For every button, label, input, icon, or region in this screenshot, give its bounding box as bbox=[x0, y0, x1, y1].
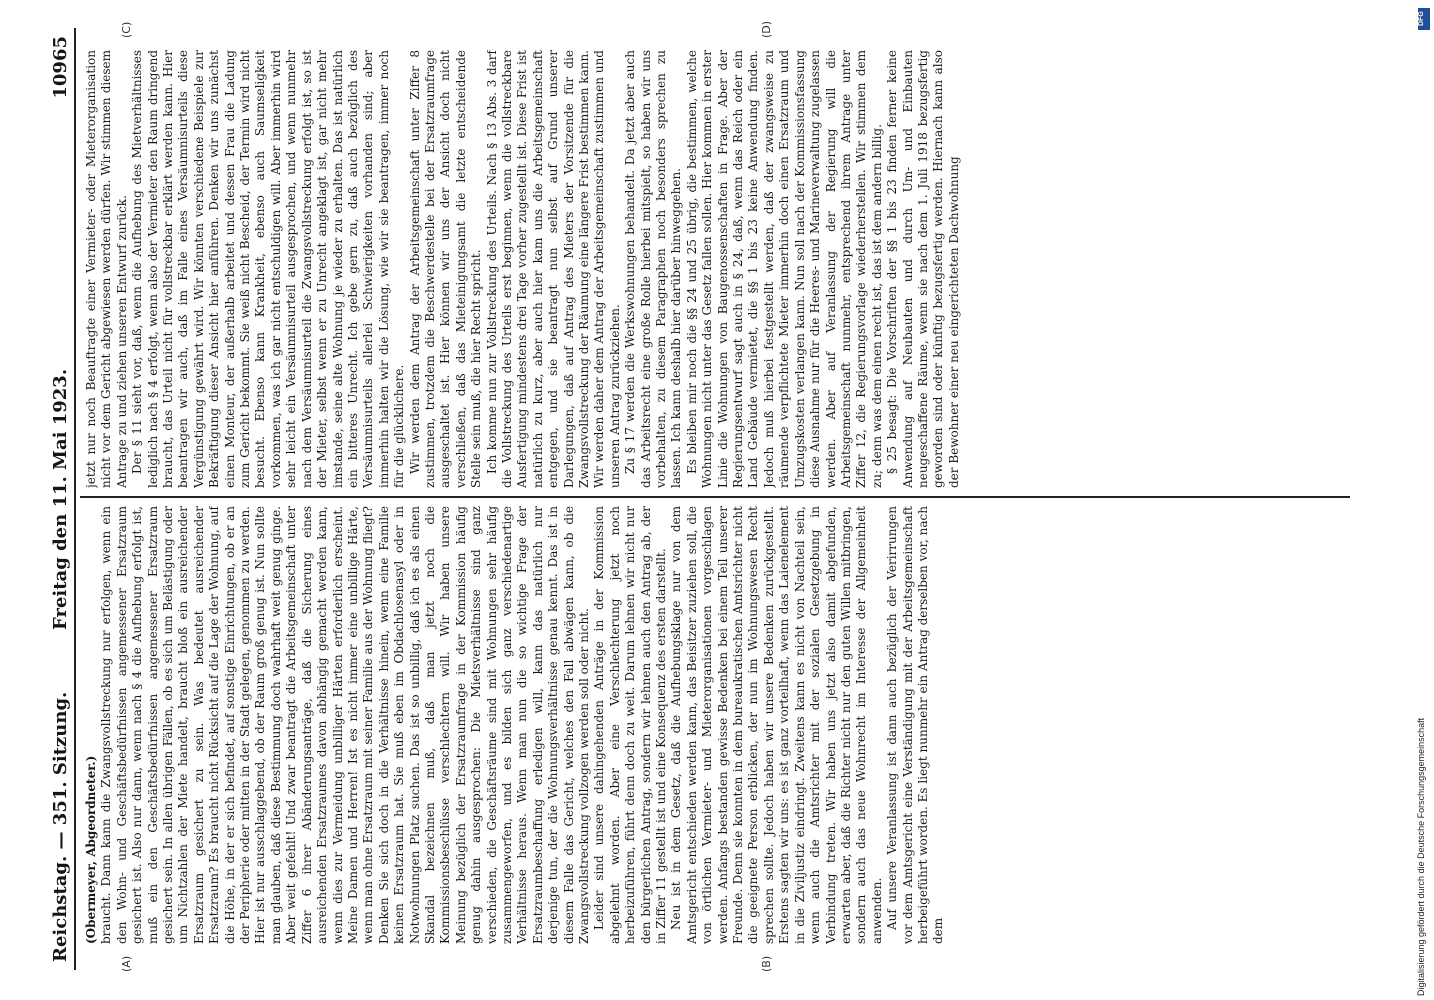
header-page-number: 10965 bbox=[50, 36, 71, 99]
digitization-credit-text: Digitalisierung gefördert durch die Deutsche Forschungsgemeinschaft bbox=[1416, 717, 1426, 996]
header-date: Freitag den 11. Mai 1923. bbox=[50, 368, 71, 630]
paragraph: Zu § 17 werden die Werkswohnungen behandelt. Da jetzt aber auch das Arbeitsrecht eine große Rolle hierbei mitspielt, so haben wir uns vorbehalten, zu diesem Paragraphen noch besonders sprechen zu lassen. Ich kann deshalb hier darüber hinweggehen. bbox=[623, 50, 684, 488]
section-marker-d: (D) bbox=[760, 20, 773, 38]
page-header bbox=[48, 28, 76, 970]
header-session-title: Reichstag. — 351. Sitzung. bbox=[50, 691, 71, 962]
section-marker-c: (C) bbox=[120, 21, 133, 38]
digitization-credit bbox=[1416, 6, 1430, 996]
paragraph: Der § 11 sieht vor, daß, wenn die Aufhebung des Mietverhältnisses lediglich nach § 4 erfolgt, wenn also der Vermieter den Raum dringend braucht, das Urteil nicht für vollstreckbar erklärt werden kann. Hier beantragen wir auch, daß im Falle eines Versäumnisurteils diese Vergünstigung gewährt wird. Wir könnten verschiedene Beispiele zur Bekräftigung dieser Ansicht hier anführen. Denken wir uns zunächst einen Monteur, der außerhalb arbeitet und dessen Frau die Ladung zum Gericht bekommt. Sie weiß nicht Bescheid, der Termin wird nicht besucht. Ebenso kann Krankheit, ebenso auch Saumseligkeit vorkommen, was ich gar nicht entschuldigen will. Aber immerhin wird sehr leicht ein Versäumnisurteil ausgesprochen, und wenn nunmehr nach dem Versäumnisurteil die Zwangsvollstreckung erfolgt ist, so ist der Mieter, selbst wenn er zu Unrecht angeklagt ist, gar nicht mehr imstande, seine alte Wohnung je wieder zu erhalten. Das ist natürlich ein bitteres Unrecht. Ich gebe gern zu, daß auch bezüglich des Versäumnisurteils allerlei Schwierigkeiten vorhanden sind; aber immerhin halten wir die Lösung, wie wir sie beantragen, immer noch für die glücklichere. bbox=[130, 50, 407, 488]
paragraph: Leider sind unsere dahingehenden Anträge in der Kommission abgelehnt worden. Aber eine Verschlechterung jetzt noch herbeizuführen, führt denn doch zu weit. Darum lehnen wir nicht nur den bürgerlichen Antrag, sondern wir lehnen auch den Antrag ab, der in Ziffer 11 gestellt ist und eine Konsequenz des ersten darstellt. bbox=[592, 506, 669, 944]
paragraph: Wir werden dem Antrag der Arbeitsgemeinschaft unter Ziffer 8 zustimmen, trotzdem die Beschwerdestelle bei der Ersatzraumfrage ausgeschaltet ist. Hier können wir uns der Ansicht doch nicht verschließen, daß das Mieteinigungsamt die letzte entscheidende Stelle sein muß, die hier Recht spricht. bbox=[407, 50, 484, 488]
paragraph: Neu ist in dem Gesetz, daß die Aufhebungsklage nur von dem Amtsgericht entschieden werden kann, das Beisitzer zuziehen soll, die von örtlichen Vermieter- und Mieterorganisationen vorgeschlagen werden. Anfangs bestanden gewisse Bedenken bei einem Teil unserer Freunde. Denn sie konnten in dem bureaukratischen Amtsrichter nicht die geeignete Person erblicken, der nun im Wohnungswesen Recht sprechen sollte. Jedoch haben wir unsere Bedenken zurückgestellt. Erstens sagten wir uns: es ist ganz vorteilhaft, wenn das Laienelement in die Ziviljustiz eindringt. Zweitens kann es nicht von Nachteil sein, wenn auch die Amtsrichter mit der sozialen Gesetzgebung in Verbindung treten. Wir haben uns jetzt also damit abgefunden, erwarten aber, daß die Richter nicht nur den guten Willen mitbringen, sondern auch das neue Wohnrecht im Interesse der Allgemeinheit anwenden. bbox=[669, 506, 884, 944]
paragraph: jetzt nur noch Beauftragte einer Vermieter- oder Mieterorganisation nicht vor dem Gericht abgewiesen werden dürfen. Wir stimmen diesem Antrage zu und ziehen unseren Entwurf zurück. bbox=[84, 50, 129, 488]
paragraph: Ich komme nun zur Vollstreckung des Urteils. Nach § 13 Abs. 3 darf die Vollstreckung des Urteils erst beginnen, wenn die vollstreckbare Ausfertigung mindestens drei Tage vorher zugestellt ist. Diese Frist ist natürlich zu kurz, aber auch hier kam uns die Arbeitsgemeinschaft entgegen, und sie beantragt nun selbst auf Grund unserer Darlegungen, daß auf Antrag des Mieters der Vorsitzende für die Zwangsvollstreckung der Räumung eine längere Frist bestimmen kann. Wir werden daher dem Antrag der Arbeitsgemeinschaft zustimmen und unseren Antrag zurückziehen. bbox=[484, 50, 622, 488]
section-marker-b: (B) bbox=[760, 955, 773, 972]
dfg-logo: DFG bbox=[1418, 8, 1430, 30]
paragraph: braucht. Dann kann die Zwangsvollstreckung nur erfolgen, wenn ein den Wohn- und Geschäftsbedürfnissen angemessener Ersatzraum gesichert ist. Also nur dann, wenn nach § 4 die Aufhebung erfolgt ist, muß ein den Geschäftsbedürfnissen angemessener Ersatzraum gesichert sein. In allen übrigen Fällen, ob es sich um Belästigung oder um Nichtzahlen der Miete handelt, braucht bloß ein ausreichender Ersatzraum gesichert zu sein. Was bedeutet ausreichender Ersatzraum? Es braucht nicht Rücksicht auf die Lage der Wohnung, auf die Höhe, in der er sich befindet, auf sonstige Einrichtungen, ob er an der Peripherie oder mitten in der Stadt gelegen, genommen zu werden. Hier ist nur ausschlaggebend, ob der Raum groß genug ist. Nun sollte man glauben, daß diese Bestimmung doch wahrhaft weit genug ginge. Aber weit gefehlt! Und zwar beantragt die Arbeitsgemeinschaft unter Ziffer 6 ihrer Abänderungsanträge, daß die Sicherung eines ausreichenden Ersatzraumes davon abhängig gemacht werden kann, wenn dies zur Vermeidung unbilliger Härten erforderlich erscheint. Meine Damen und Herren! Ist es nicht immer eine unbillige Härte, wenn man ohne Ersatzraum mit seiner Familie aus der Wohnung fliegt? Denken Sie sich doch in die Verhältnisse hinein, wenn eine Familie keinen Ersatzraum hat. Sie muß eben im Obdachlosenasyl oder in Notwohnungen Platz suchen. Das ist so unbillig, daß ich es als einen Skandal bezeichnen muß, daß man jetzt noch die Kommissionsbeschlüsse verschlechtern will. Wir haben unsere Meinung bezüglich der Ersatzraumfrage in der Kommission häufig genug dahin ausgesprochen: Die Mietsverhältnisse sind ganz verschieden, die Geschäftsräume sind mit Wohnungen sehr häufig zusammengeworfen, und es bilden sich ganz verschiedenartige Verhältnisse heraus. Wenn man nun die so wichtige Frage der Ersatzraumbeschaffung erledigen will, kann das natürlich nur derjenige tun, der die Wohnungsverhältnisse genau kennt. Das ist in diesem Falle das Gericht, welches den Fall abwägen kann, ob die Zwangsvollstreckung vollzogen werden soll oder nicht. bbox=[99, 506, 591, 944]
speaker-name: (Obermeyer, Abgeordneter.) bbox=[84, 755, 98, 944]
paragraph: § 25 besagt: Die Vorschriften der §§ 1 bis 23 finden ferner keine Anwendung auf Neubauten und durch Um- und Einbauten neugeschaffene Räume, wenn sie nach dem 1. Juli 1918 bezugsfertig geworden sind oder künftig bezugsfertig werden. Hiernach kann also der Bewohner einer neu eingerichteten Dachwohnung bbox=[885, 50, 961, 488]
column-divider bbox=[80, 496, 1350, 498]
section-marker-a: (A) bbox=[120, 955, 133, 972]
speaker-label bbox=[84, 506, 99, 944]
right-text-column bbox=[84, 50, 1336, 488]
paragraph: Es bleiben mir noch die §§ 24 und 25 übrig, die bestimmen, welche Wohnungen nicht unter das Gesetz fallen sollen. Hier kommen in erster Linie die Wohnungen von Baugenossenschaften in Frage. Aber der Regierungsentwurf sagt auch in § 24, daß, wenn das Reich oder ein Land Gebäude vermietet, die §§ 1 bis 23 keine Anwendung finden. Jedoch muß hierbei festgestellt werden, daß der zwangsweise zu räumende verpflichtete Mieter immerhin doch einen Ersatzraum und Umzugskosten verlangen kann. Nun soll nach der Kommissionsfassung diese Ausnahme nur für die Heeres- und Marineverwaltung zugelassen werden. Aber auf Veranlassung der Regierung will die Arbeitsgemeinschaft nunmehr, entsprechend ihrem Antrage unter Ziffer 12, die Regierungsvorlage wiederherstellen. Wir stimmen dem zu; denn was dem einen recht ist, das ist dem andern billig. bbox=[684, 50, 884, 488]
paragraph: Auf unsere Veranlassung ist dann auch bezüglich der Verirrungen vor dem Amtsgericht eine Verständigung mit der Arbeitsgemeinschaft herbeigeführt worden. Es liegt nunmehr ein Antrag derselben vor, nach dem bbox=[885, 506, 946, 944]
left-text-column bbox=[84, 506, 1336, 944]
